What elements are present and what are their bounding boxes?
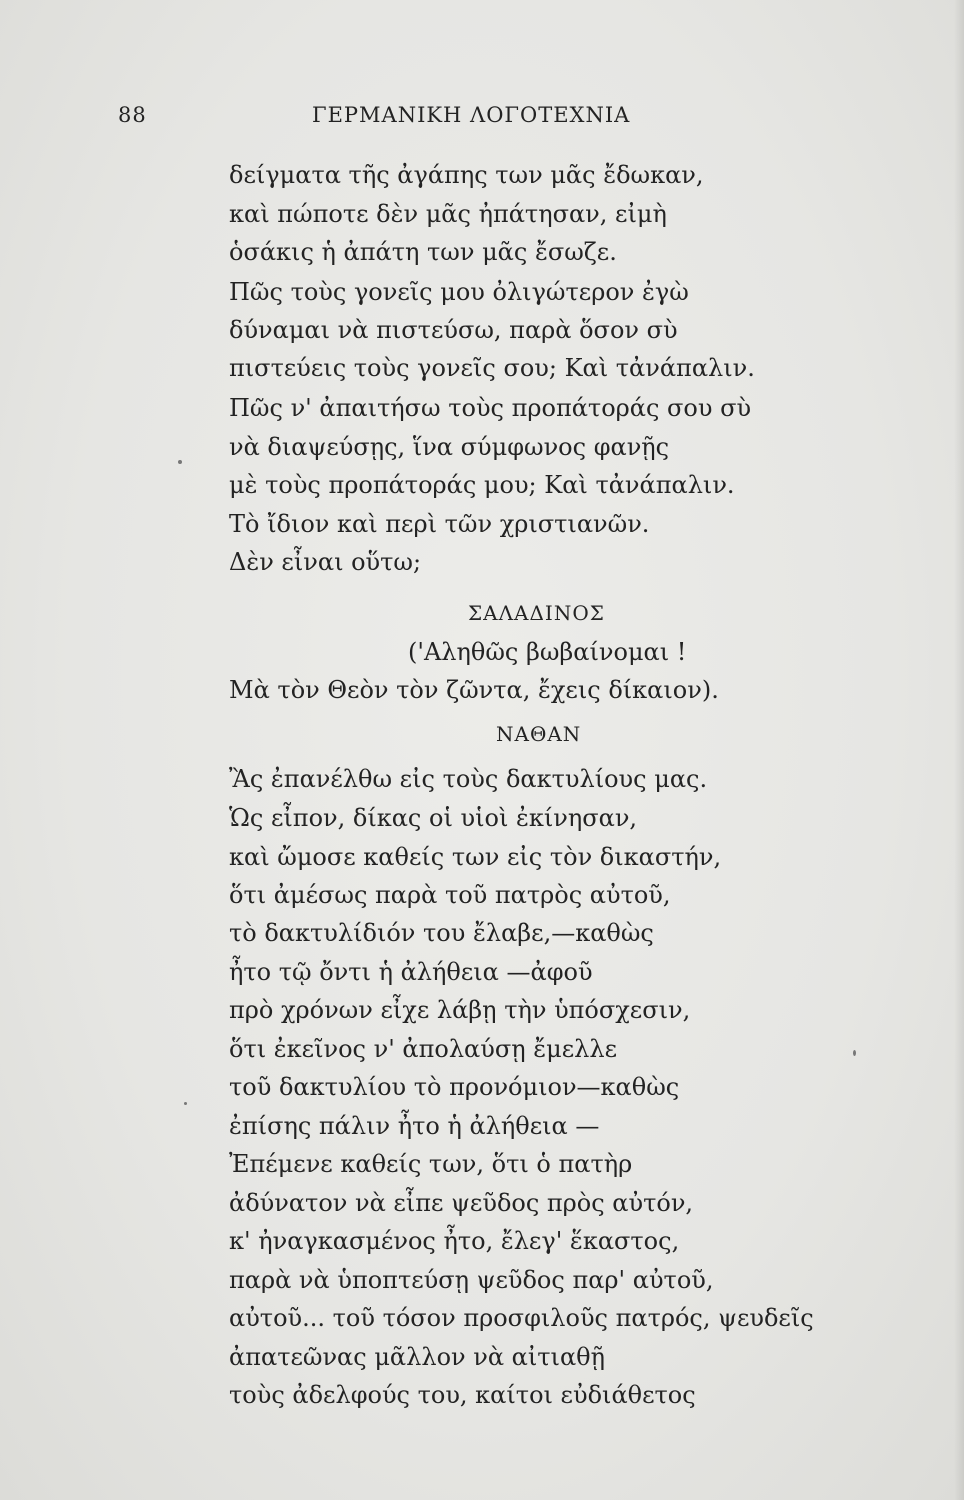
verse-line: ἀπατεῶνας μᾶλλον νὰ αἰτιαθῇ bbox=[229, 1343, 605, 1371]
verse-line: Τὸ ἴδιον καὶ περὶ τῶν χριστιανῶν. bbox=[229, 510, 650, 538]
paper-speck bbox=[184, 1102, 187, 1105]
verse-line: νὰ διαψεύσῃς, ἵνα σύμφωνος φανῇς bbox=[229, 433, 670, 461]
verse-line: πρὸ χρόνων εἶχε λάβῃ τὴν ὑπόσχεσιν, bbox=[229, 996, 691, 1024]
verse-line: κ' ἠναγκασμένος ἦτο, ἔλεγ' ἕκαστος, bbox=[229, 1227, 680, 1255]
verse-line: Πῶς τοὺς γονεῖς μου ὀλιγώτερον ἐγὼ bbox=[229, 278, 689, 306]
verse-line: ὅτι ἐκεῖνος ν' ἀπολαύσῃ ἔμελλε bbox=[229, 1035, 618, 1063]
verse-line: μὲ τοὺς προπάτοράς μου; Καὶ τἀνάπαλιν. bbox=[229, 471, 735, 499]
speaker-name-saladinos: ΣΑΛΑΔΙΝΟΣ bbox=[468, 601, 605, 625]
paper-speck bbox=[853, 1050, 856, 1056]
verse-line: τοῦ δακτυλίου τὸ προνόμιον—καθὼς bbox=[229, 1073, 680, 1101]
verse-line: ἦτο τῷ ὄντι ἡ ἀλήθεια —ἀφοῦ bbox=[229, 958, 593, 986]
verse-line: καὶ πώποτε δὲν μᾶς ἠπάτησαν, εἰμὴ bbox=[229, 200, 667, 228]
verse-line: αὐτοῦ... τοῦ τόσον προσφιλοῦς πατρός, ψευδεῖς bbox=[229, 1304, 814, 1332]
verse-line: Ἂς ἐπανέλθω εἰς τοὺς δακτυλίους μας. bbox=[229, 765, 708, 793]
verse-line: δείγματα τῆς ἀγάπης των μᾶς ἔδωκαν, bbox=[229, 161, 704, 189]
verse-line: ἀδύνατον νὰ εἶπε ψεῦδος πρὸς αὐτόν, bbox=[229, 1189, 694, 1217]
verse-line: Δὲν εἶναι οὕτω; bbox=[229, 548, 422, 576]
page-number: 88 bbox=[118, 103, 147, 127]
verse-line: Πῶς ν' ἀπαιτήσω τοὺς προπάτοράς σου σὺ bbox=[229, 394, 752, 422]
paper-speck bbox=[178, 460, 182, 464]
verse-line: τοὺς ἀδελφούς του, καίτοι εὐδιάθετος bbox=[229, 1381, 696, 1409]
verse-line: δύναμαι νὰ πιστεύσω, παρὰ ὅσον σὺ bbox=[229, 316, 678, 344]
verse-line: ('Αληθῶς βωβαίνομαι ! bbox=[408, 638, 687, 666]
verse-line: Μὰ τὸν Θεὸν τὸν ζῶντα, ἔχεις δίκαιον). bbox=[229, 676, 719, 704]
verse-line: πιστεύεις τοὺς γονεῖς σου; Καὶ τἀνάπαλιν. bbox=[229, 354, 755, 382]
verse-line: Ὡς εἶπον, δίκας οἱ υἱοὶ ἐκίνησαν, bbox=[229, 804, 638, 832]
verse-line: τὸ δακτυλίδιόν του ἔλαβε,—καθὼς bbox=[229, 919, 654, 947]
page-edge-shadow bbox=[954, 0, 964, 1500]
verse-line: ὁσάκις ἡ ἀπάτη των μᾶς ἔσωζε. bbox=[229, 238, 617, 266]
verse-line: καὶ ὤμοσε καθείς των εἰς τὸν δικαστήν, bbox=[229, 843, 722, 871]
verse-line: ἐπίσης πάλιν ἦτο ἡ ἀλήθεια — bbox=[229, 1112, 600, 1140]
verse-line: Ἐπέμενε καθείς των, ὅτι ὁ πατὴρ bbox=[229, 1150, 633, 1178]
verse-line: ὅτι ἀμέσως παρὰ τοῦ πατρὸς αὐτοῦ, bbox=[229, 881, 671, 909]
verse-line: παρὰ νὰ ὑποπτεύσῃ ψεῦδος παρ' αὐτοῦ, bbox=[229, 1266, 714, 1294]
speaker-name-nathan: ΝΑΘΑΝ bbox=[496, 722, 582, 746]
running-title: ΓΕΡΜΑΝΙΚΗ ΛΟΓΟΤΕΧΝΙΑ bbox=[312, 103, 631, 127]
